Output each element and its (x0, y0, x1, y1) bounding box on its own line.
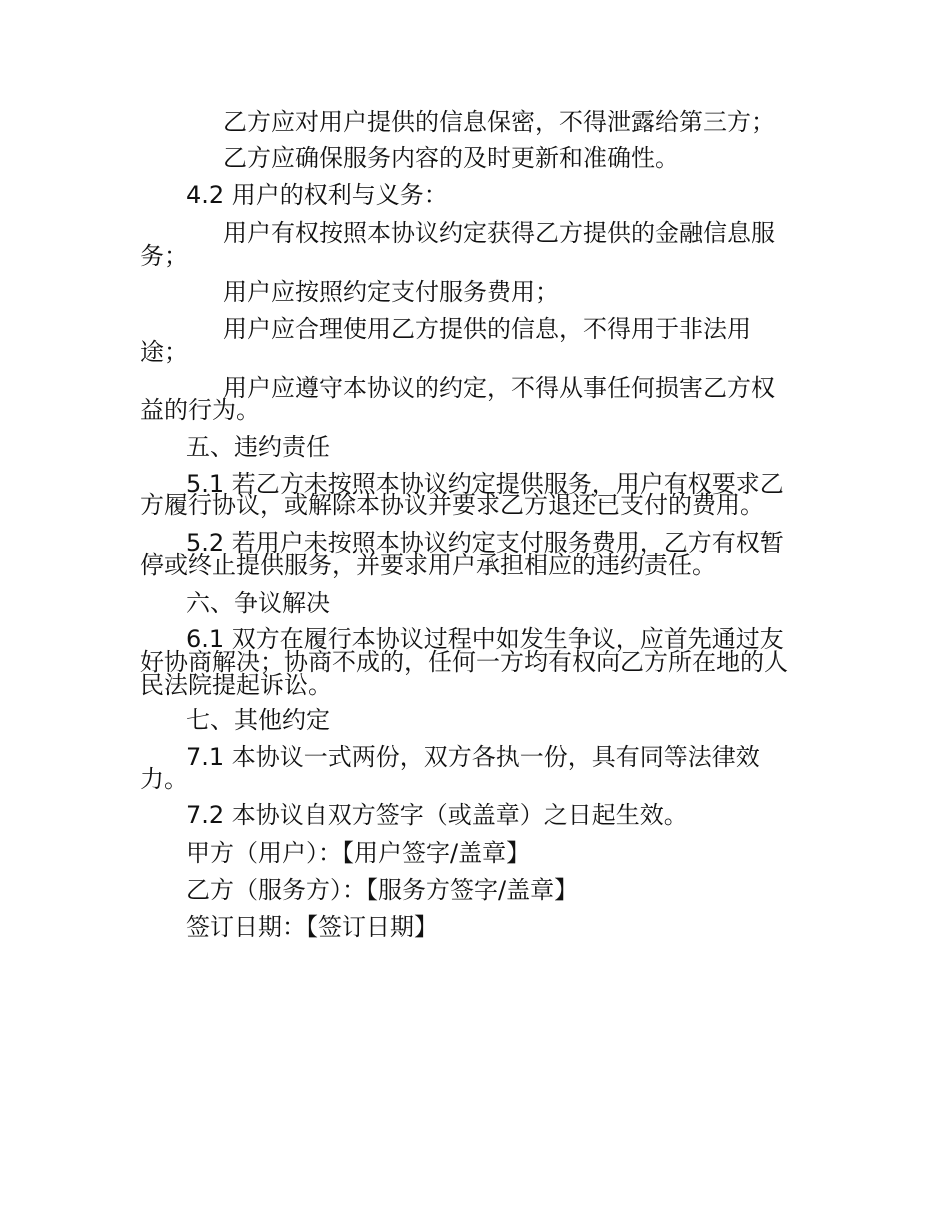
text-line: 方履行协议，或解除本协议并要求乙方退还已支付的费用。 (140, 491, 764, 519)
section-heading: 七、其他约定 (186, 706, 330, 734)
text-line: 5.2 若用户未按照本协议约定支付服务费用，乙方有权暂 (186, 529, 784, 557)
text-line: 益的行为。 (140, 396, 260, 424)
text-line: 6.1 双方在履行本协议过程中如发生争议，应首先通过友 (186, 625, 784, 653)
text-line: 用户应按照约定支付服务费用； (223, 278, 559, 306)
text-line: 务； (140, 242, 188, 270)
text-line: 7.2 本协议自双方签字（或盖章）之日起生效。 (186, 801, 688, 829)
section-heading: 六、争议解决 (186, 589, 330, 617)
text-line: 5.1 若乙方未按照本协议约定提供服务，用户有权要求乙 (186, 470, 784, 498)
section-heading: 4.2 用户的权利与义务： (186, 181, 448, 209)
signing-date-line: 签订日期：【签订日期】 (186, 913, 438, 941)
text-line: 好协商解决；协商不成的，任何一方均有权向乙方所在地的人 (140, 648, 788, 676)
text-line: 用户有权按照本协议约定获得乙方提供的金融信息服 (223, 219, 775, 247)
text-line: 民法院提起诉讼。 (140, 671, 332, 699)
text-line: 力。 (140, 765, 188, 793)
text-line: 乙方应确保服务内容的及时更新和准确性。 (223, 144, 679, 172)
signature-line-party-b: 乙方（服务方）：【服务方签字/盖章】 (186, 876, 579, 904)
text-line: 途； (140, 338, 188, 366)
section-heading: 五、违约责任 (186, 433, 330, 461)
text-line: 用户应合理使用乙方提供的信息，不得用于非法用 (223, 315, 751, 343)
text-line: 用户应遵守本协议的约定，不得从事任何损害乙方权 (223, 374, 775, 402)
text-line: 乙方应对用户提供的信息保密，不得泄露给第三方； (223, 108, 775, 136)
text-line: 7.1 本协议一式两份，双方各执一份，具有同等法律效 (186, 743, 760, 771)
text-line: 停或终止提供服务，并要求用户承担相应的违约责任。 (140, 551, 716, 579)
signature-line-party-a: 甲方（用户）：【用户签字/盖章】 (186, 839, 531, 867)
